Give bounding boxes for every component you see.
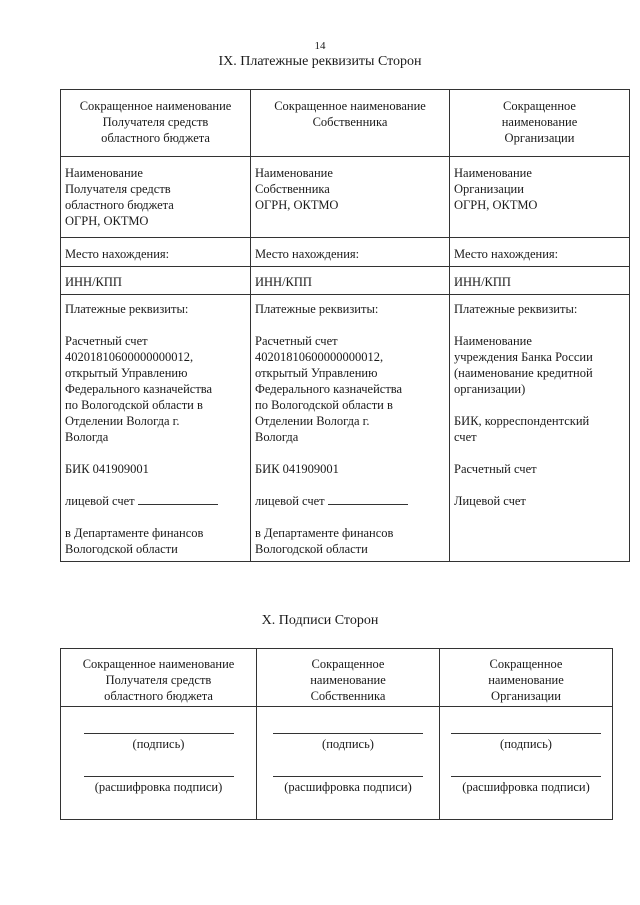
requisites-label: Платежные реквизиты:	[255, 302, 379, 316]
blank-line	[328, 494, 408, 505]
organization-location-cell: Место нахождения:	[450, 238, 630, 267]
organization-header: Сокращенное наименование Организации	[450, 90, 630, 157]
organization-signature-cell	[440, 707, 613, 820]
inn-row	[61, 267, 630, 295]
recipient-inn-cell: ИНН/КПП	[61, 267, 251, 295]
header-row	[61, 90, 630, 157]
organization-requisites-cell	[450, 295, 630, 562]
owner-sig-header: Сокращенное наименование Собственника	[257, 649, 440, 707]
organization-sig-header: Сокращенное наименование Организации	[440, 649, 613, 707]
requisites-label: Платежные реквизиты:	[65, 302, 189, 316]
decryption-caption: (расшифровка подписи)	[462, 780, 590, 794]
recipient-location-cell: Место нахождения:	[61, 238, 251, 267]
department: в Департаменте финансов Вологодской области	[65, 526, 204, 556]
recipient-sig-header: Сокращенное наименование Получателя средств областного бюджета	[61, 649, 257, 707]
personal-account-line	[65, 493, 246, 509]
department: в Департаменте финансов Вологодской области	[255, 526, 394, 556]
bik: БИК 041909001	[255, 462, 339, 476]
decryption-line	[451, 762, 601, 777]
personal-account-label: лицевой счет	[255, 494, 325, 508]
signature-line	[273, 721, 423, 734]
decryption-caption: (расшифровка подписи)	[284, 780, 412, 794]
name-row	[61, 157, 630, 238]
account-block: Расчетный счет 40201810600000000012, открытый Управлению Федерального казначейства по Вологодской области в Отделении Вологда г. Вологда	[255, 334, 403, 444]
bik-corr: БИК, корреспондентский счет	[454, 414, 590, 444]
requisites-row	[61, 295, 630, 562]
account-block: Расчетный счет 40201810600000000012, открытый Управлению Федерального казначейства по Вологодской области в Отделении Вологда г. Вологда	[65, 334, 213, 444]
bik: БИК 041909001	[65, 462, 149, 476]
section-ix-title: IX. Платежные реквизиты Сторон	[218, 54, 422, 69]
recipient-requisites-cell	[61, 295, 251, 562]
recipient-name-cell: Наименование Получателя средств областного бюджета ОГРН, ОКТМО	[61, 157, 251, 238]
organization-inn-cell: ИНН/КПП	[450, 267, 630, 295]
payment-requisites-table	[60, 89, 630, 562]
blank-line	[138, 494, 218, 505]
recipient-header: Сокращенное наименование Получателя средств областного бюджета	[61, 90, 251, 157]
section-x-title: X. Подписи Сторон	[261, 613, 379, 628]
owner-requisites-cell	[251, 295, 450, 562]
requisites-label: Платежные реквизиты:	[454, 302, 578, 316]
page-number: 14	[314, 40, 326, 52]
bank-block: Наименование учреждения Банка России (наименование кредитной организации)	[454, 334, 593, 396]
organization-name-cell: Наименование Организации ОГРН, ОКТМО	[450, 157, 630, 238]
decryption-line	[273, 762, 423, 777]
signature-caption: (подпись)	[500, 737, 552, 751]
recipient-signature-cell	[61, 707, 257, 820]
signature-header-row	[61, 649, 613, 707]
settlement-account: Расчетный счет	[454, 462, 537, 476]
signature-line	[451, 721, 601, 734]
personal-account-label: лицевой счет	[65, 494, 135, 508]
personal-account: Лицевой счет	[454, 494, 526, 508]
signatures-table	[60, 648, 613, 820]
owner-name-cell: Наименование Собственника ОГРН, ОКТМО	[251, 157, 450, 238]
owner-header: Сокращенное наименование Собственника	[251, 90, 450, 157]
location-row	[61, 238, 630, 267]
owner-inn-cell: ИНН/КПП	[251, 267, 450, 295]
signature-line	[84, 721, 234, 734]
signature-caption: (подпись)	[322, 737, 374, 751]
signature-caption: (подпись)	[132, 737, 185, 751]
personal-account-line	[255, 493, 445, 509]
decryption-caption: (расшифровка подписи)	[94, 780, 223, 794]
owner-signature-cell	[257, 707, 440, 820]
decryption-line	[84, 762, 234, 777]
owner-location-cell: Место нахождения:	[251, 238, 450, 267]
signature-body-row	[61, 707, 613, 820]
